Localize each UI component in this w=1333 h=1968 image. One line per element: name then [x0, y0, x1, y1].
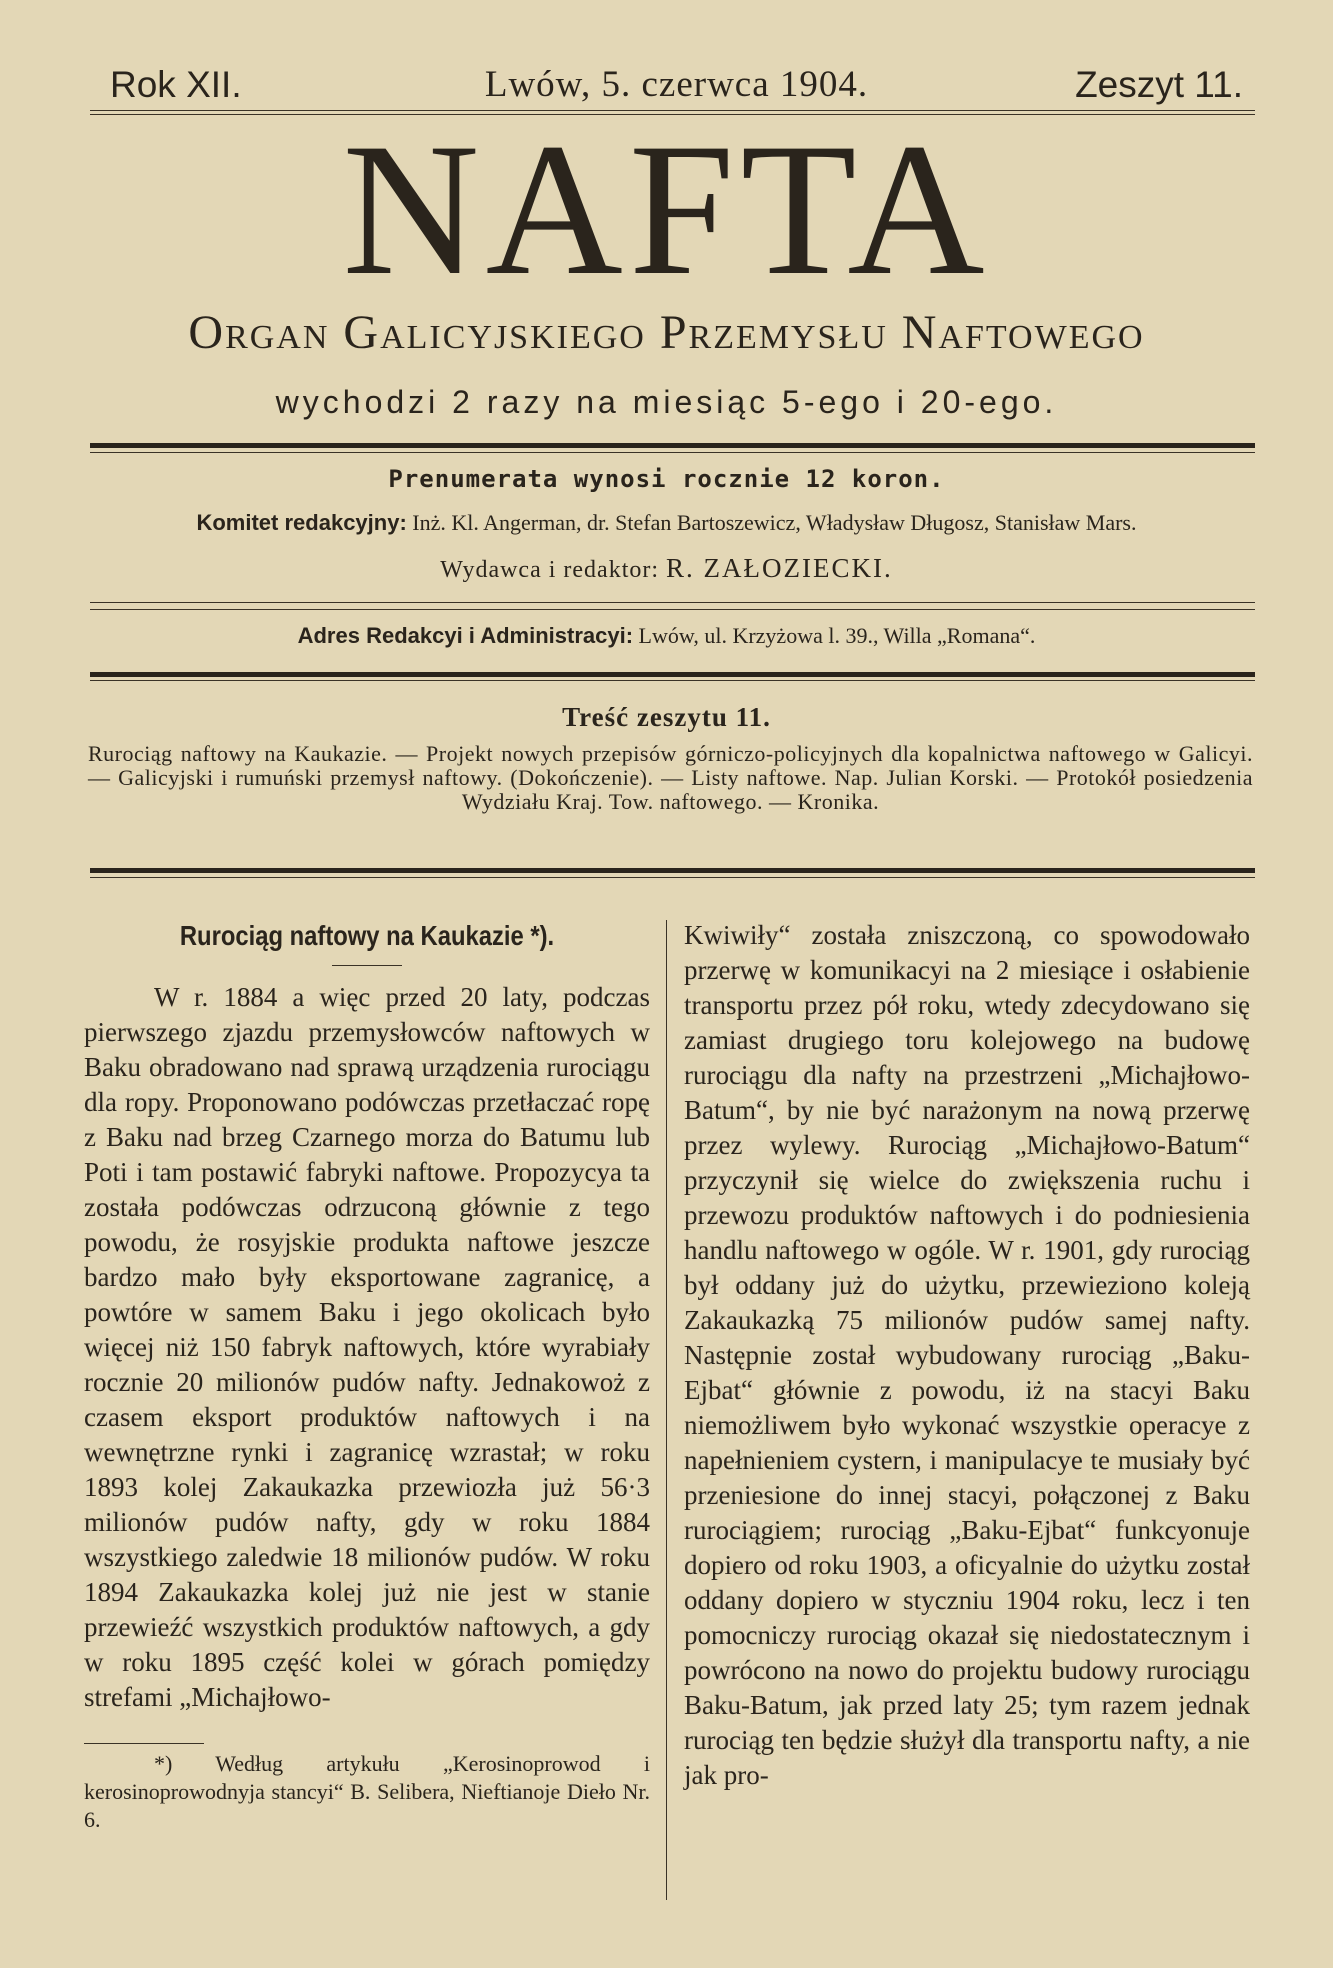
article-footnote: *) Według artykułu „Kerosinoprowod i kerosinoprowodnyja stancyi“ B. Selibera, Nieftianoje Dieło Nr. 6. — [84, 1751, 650, 1832]
article-right-column — [684, 918, 1250, 1793]
masthead-divider — [90, 443, 1255, 448]
article-left-column — [84, 918, 650, 1834]
address-divider-thin — [90, 680, 1255, 681]
subscription-price: Prenumerata wynosi rocznie 12 koron. — [388, 465, 945, 493]
editorial-committee — [0, 510, 1333, 536]
column-divider — [666, 920, 667, 1900]
committee-label: Komitet redakcyjny: — [196, 510, 407, 535]
header-issue: Zeszyt 11. — [1075, 64, 1243, 105]
contents-divider-thin — [90, 877, 1255, 878]
article-body-right: Kwiwiły“ została zniszczoną, co spowodowało przerwę w komunikacyi na 2 miesiące i osłabienie transportu przez pół roku, wtedy zdecydowano się zamiast drugiego toru kolejowego na budowę rurociągu dla nafty na przestrzeni „Michajłowo-Batum“, by nie być narażonym na nową przerwę przez wylewy. Rurociąg „Michajłowo-Batum“ przyczynił się wielce do zwiększenia ruchu i przewozu produktów naftowych i do podniesienia handlu naftowego w ogóle. W r. 1901, gdy rurociąg był oddany już do użytku, przewieziono koleją Zakaukazką 75 milionów pudów samej nafty. Następnie został wybudowany rurociąg „Baku-Ejbat“ głównie z powodu, iż na stacyi Baku niemożliwem było wykonać wszystkie operacye z napełnieniem cystern, i manipulacye te musiały być przeniesione do innej stacyi, połączonej z Baku rurociągiem; rurociąg „Baku-Ejbat“ funkcyonuje dopiero od roku 1903, a oficyalnie do użytku został oddany dopiero w styczniu 1904 roku, lecz i ten pomocniczy rurociąg okazał się niedostatecznym i powrócono na nowo do projektu budowy rurociągu Baku-Batum, jak przed laty 25; tym razem jednak rurociąg ten będzie służył dla transportu nafty, a nie jak pro- — [684, 920, 1250, 1790]
masthead-subtitle: Organ Galicyjskiego Przemysłu Naftowego — [188, 306, 1145, 359]
publisher-label: Wydawca i redaktor: — [440, 557, 660, 583]
header-volume: Rok XII. — [110, 64, 242, 105]
article-title: Rurociąg naftowy na Kaukazie *). — [179, 920, 555, 951]
address-text: Lwów, ul. Krzyżowa l. 39., Willa „Romana“. — [638, 623, 1036, 648]
footnote-rule — [84, 1743, 204, 1744]
publisher-line — [0, 553, 1333, 584]
address-divider — [90, 672, 1255, 677]
header-place-date: Lwów, 5. czerwca 1904. — [484, 64, 869, 105]
contents-heading: Treść zeszytu 11. — [562, 702, 771, 732]
info-divider — [90, 602, 1255, 610]
address-label: Adres Redakcyi i Administracyi: — [297, 623, 634, 648]
article-body-left: W r. 1884 a więc przed 20 laty, podczas pierwszego zjazdu przemysłowców naftowych w Baku obradowano nad sprawą urządzenia rurociągu dla ropy. Proponowano podówczas przetłaczać ropę z Baku nad brzeg Czarnego morza do Batumu lub Poti i tam postawić fabryki naftowe. Propozycya ta została podówczas odrzuconą głównie z tego powodu, że rosyjskie produkta naftowe jeszcze bardzo mało były eksportowane zagranicę, a powtóre w samem Baku i jego okolicach było więcej niż 150 fabryk naftowych, które wyrabiały rocznie 20 milionów pudów nafty. Jednakowoż z czasem eksport produktów naftowych i na wewnętrzne rynki i zagranicę wzrastał; w roku 1893 kolej Zakaukazka przewiozła już 56·3 milionów pudów nafty, gdy w roku 1884 wszystkiego zaledwie 18 milionów pudów. W roku 1894 Zakaukazka kolej już nie jest w stanie przewieźć wszystkich produktów naftowych, a gdy w roku 1895 część kolei w górach pomiędzy strefami „Michajłowo- — [84, 982, 650, 1712]
publication-frequency: wychodzi 2 razy na miesiąc 5-ego i 20-ego. — [275, 384, 1058, 420]
address-line — [0, 623, 1333, 649]
contents-text: Rurociąg naftowy na Kaukazie. — Projekt nowych przepisów górniczo-policyjnych dla kopalnictwa naftowego w Galicyi. — Galicyjski i rumuński przemysł naftowy. (Dokończenie). — Listy naftowe. Nap. Julian Korski. — Protokół posiedzenia Wydziału Kraj. Tow. naftowego. — Kronika. — [88, 741, 1253, 814]
contents-divider — [90, 868, 1255, 873]
publisher-name: R. ZAŁOZIECKI. — [666, 553, 893, 583]
masthead-title: NAFTA — [342, 105, 991, 315]
header-row — [110, 60, 1243, 110]
title-rule — [332, 965, 402, 966]
committee-members: Inż. Kl. Angerman, dr. Stefan Bartoszewicz, Władysław Długosz, Stanisław Mars. — [412, 510, 1137, 535]
masthead-divider-thin — [90, 452, 1255, 453]
